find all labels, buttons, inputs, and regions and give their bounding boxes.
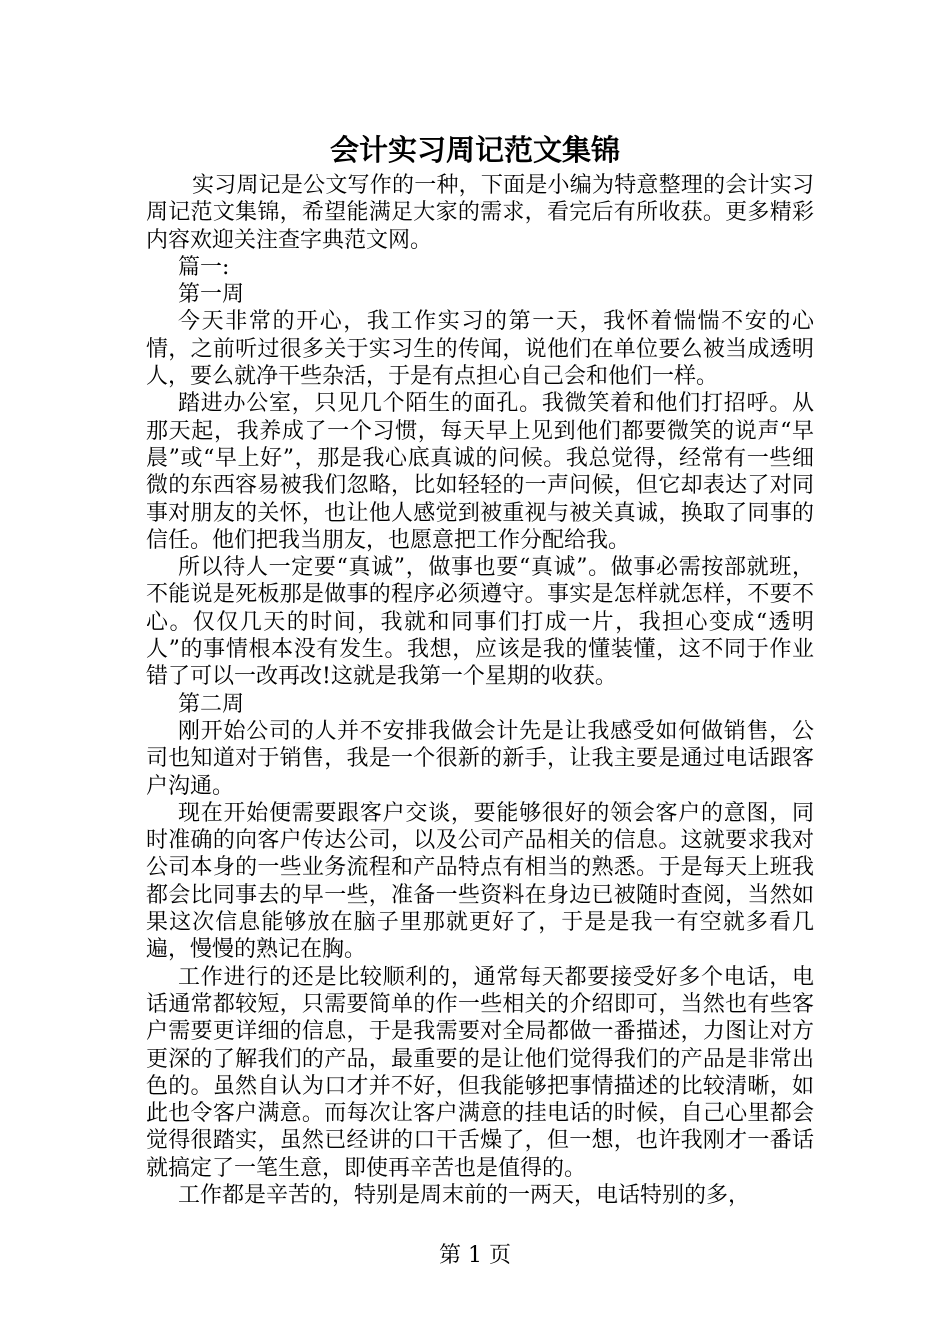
document-title: 会计实习周记范文集锦	[329, 133, 620, 167]
body-paragraph: 踏进办公室，只见几个陌生的面孔。我微笑着和他们打招呼。从那天起，我养成了一个习惯，每天早上见到他们都要微笑的说声“早晨”或“早上好”，那是我心底真诚的问候。我总觉得，经常有一些细微的东西容易被我们忽略，比如轻轻的一声问候，但它却表达了对同事对朋友的关怀，也让他人感觉到被重视与被关真诚，换取了同事的信任。他们把我当朋友，也愿意把工作分配给我。	[146, 391, 814, 553]
section-heading-week-two: 第二周	[178, 691, 245, 717]
section-heading-week-one: 第一周	[178, 282, 245, 308]
body-paragraph: 现在开始便需要跟客户交谈，要能够很好的领会客户的意图，同时准确的向客户传达公司，以及公司产品相关的信息。这就要求我对公司本身的一些业务流程和产品特点有相当的熟悉。于是每天上班我都会比同事去的早一些，准备一些资料在身边已被随时查阅，当然如果这次信息能够放在脑子里那就更好了，于是是我一有空就多看几遍，慢慢的熟记在胸。	[146, 800, 814, 963]
section-heading-part-one: 篇一:	[178, 254, 230, 280]
document-body	[146, 172, 814, 1209]
body-paragraph: 工作进行的还是比较顺利的，通常每天都要接受好多个电话，电话通常都较短，只需要简单的作一些相关的介绍即可，当然也有些客户需要更详细的信息，于是我需要对全局都做一番描述，力图让对方更深的了解我们的产品，最重要的是让他们觉得我们的产品是非常出色的。虽然自认为口才并不好，但我能够把事情描述的比较清晰，如此也令客户满意。而每次让客户满意的挂电话的时候，自己心里都会觉得很踏实，虽然已经讲的口干舌燥了，但一想，也许我刚才一番话就搞定了一笔生意，即使再辛苦也是值得的。	[146, 964, 814, 1181]
intro-paragraph: 实习周记是公文写作的一种，下面是小编为特意整理的会计实习周记范文集锦，希望能满足大家的需求，看完后有所收获。更多精彩内容欢迎关注查字典范文网。	[146, 173, 814, 253]
body-paragraph: 工作都是辛苦的，特别是周末前的一两天，电话特别的多，	[178, 1182, 751, 1208]
page-number: 第 1 页	[439, 1243, 511, 1268]
body-paragraph: 今天非常的开心，我工作实习的第一天，我怀着惴惴不安的心情，之前听过很多关于实习生的传闻，说他们在单位要么被当成透明人，要么就净干些杂活，于是有点担心自己会和他们一样。	[146, 309, 814, 390]
body-paragraph: 刚开始公司的人并不安排我做会计先是让我感受如何做销售，公司也知道对于销售，我是一个很新的新手，让我主要是通过电话跟客户沟通。	[146, 718, 814, 799]
body-paragraph: 所以待人一定要“真诚”，做事也要“真诚”。做事必需按部就班，不能说是死板那是做事的程序必须遵守。事实是怎样就怎样，不要不心。仅仅几天的时间，我就和同事们打成一片，我担心变成“透明人”的事情根本没有发生。我想，应该是我的懂装懂，这不同于作业错了可以一改再改!这就是我第一个星期的收获。	[146, 555, 814, 690]
